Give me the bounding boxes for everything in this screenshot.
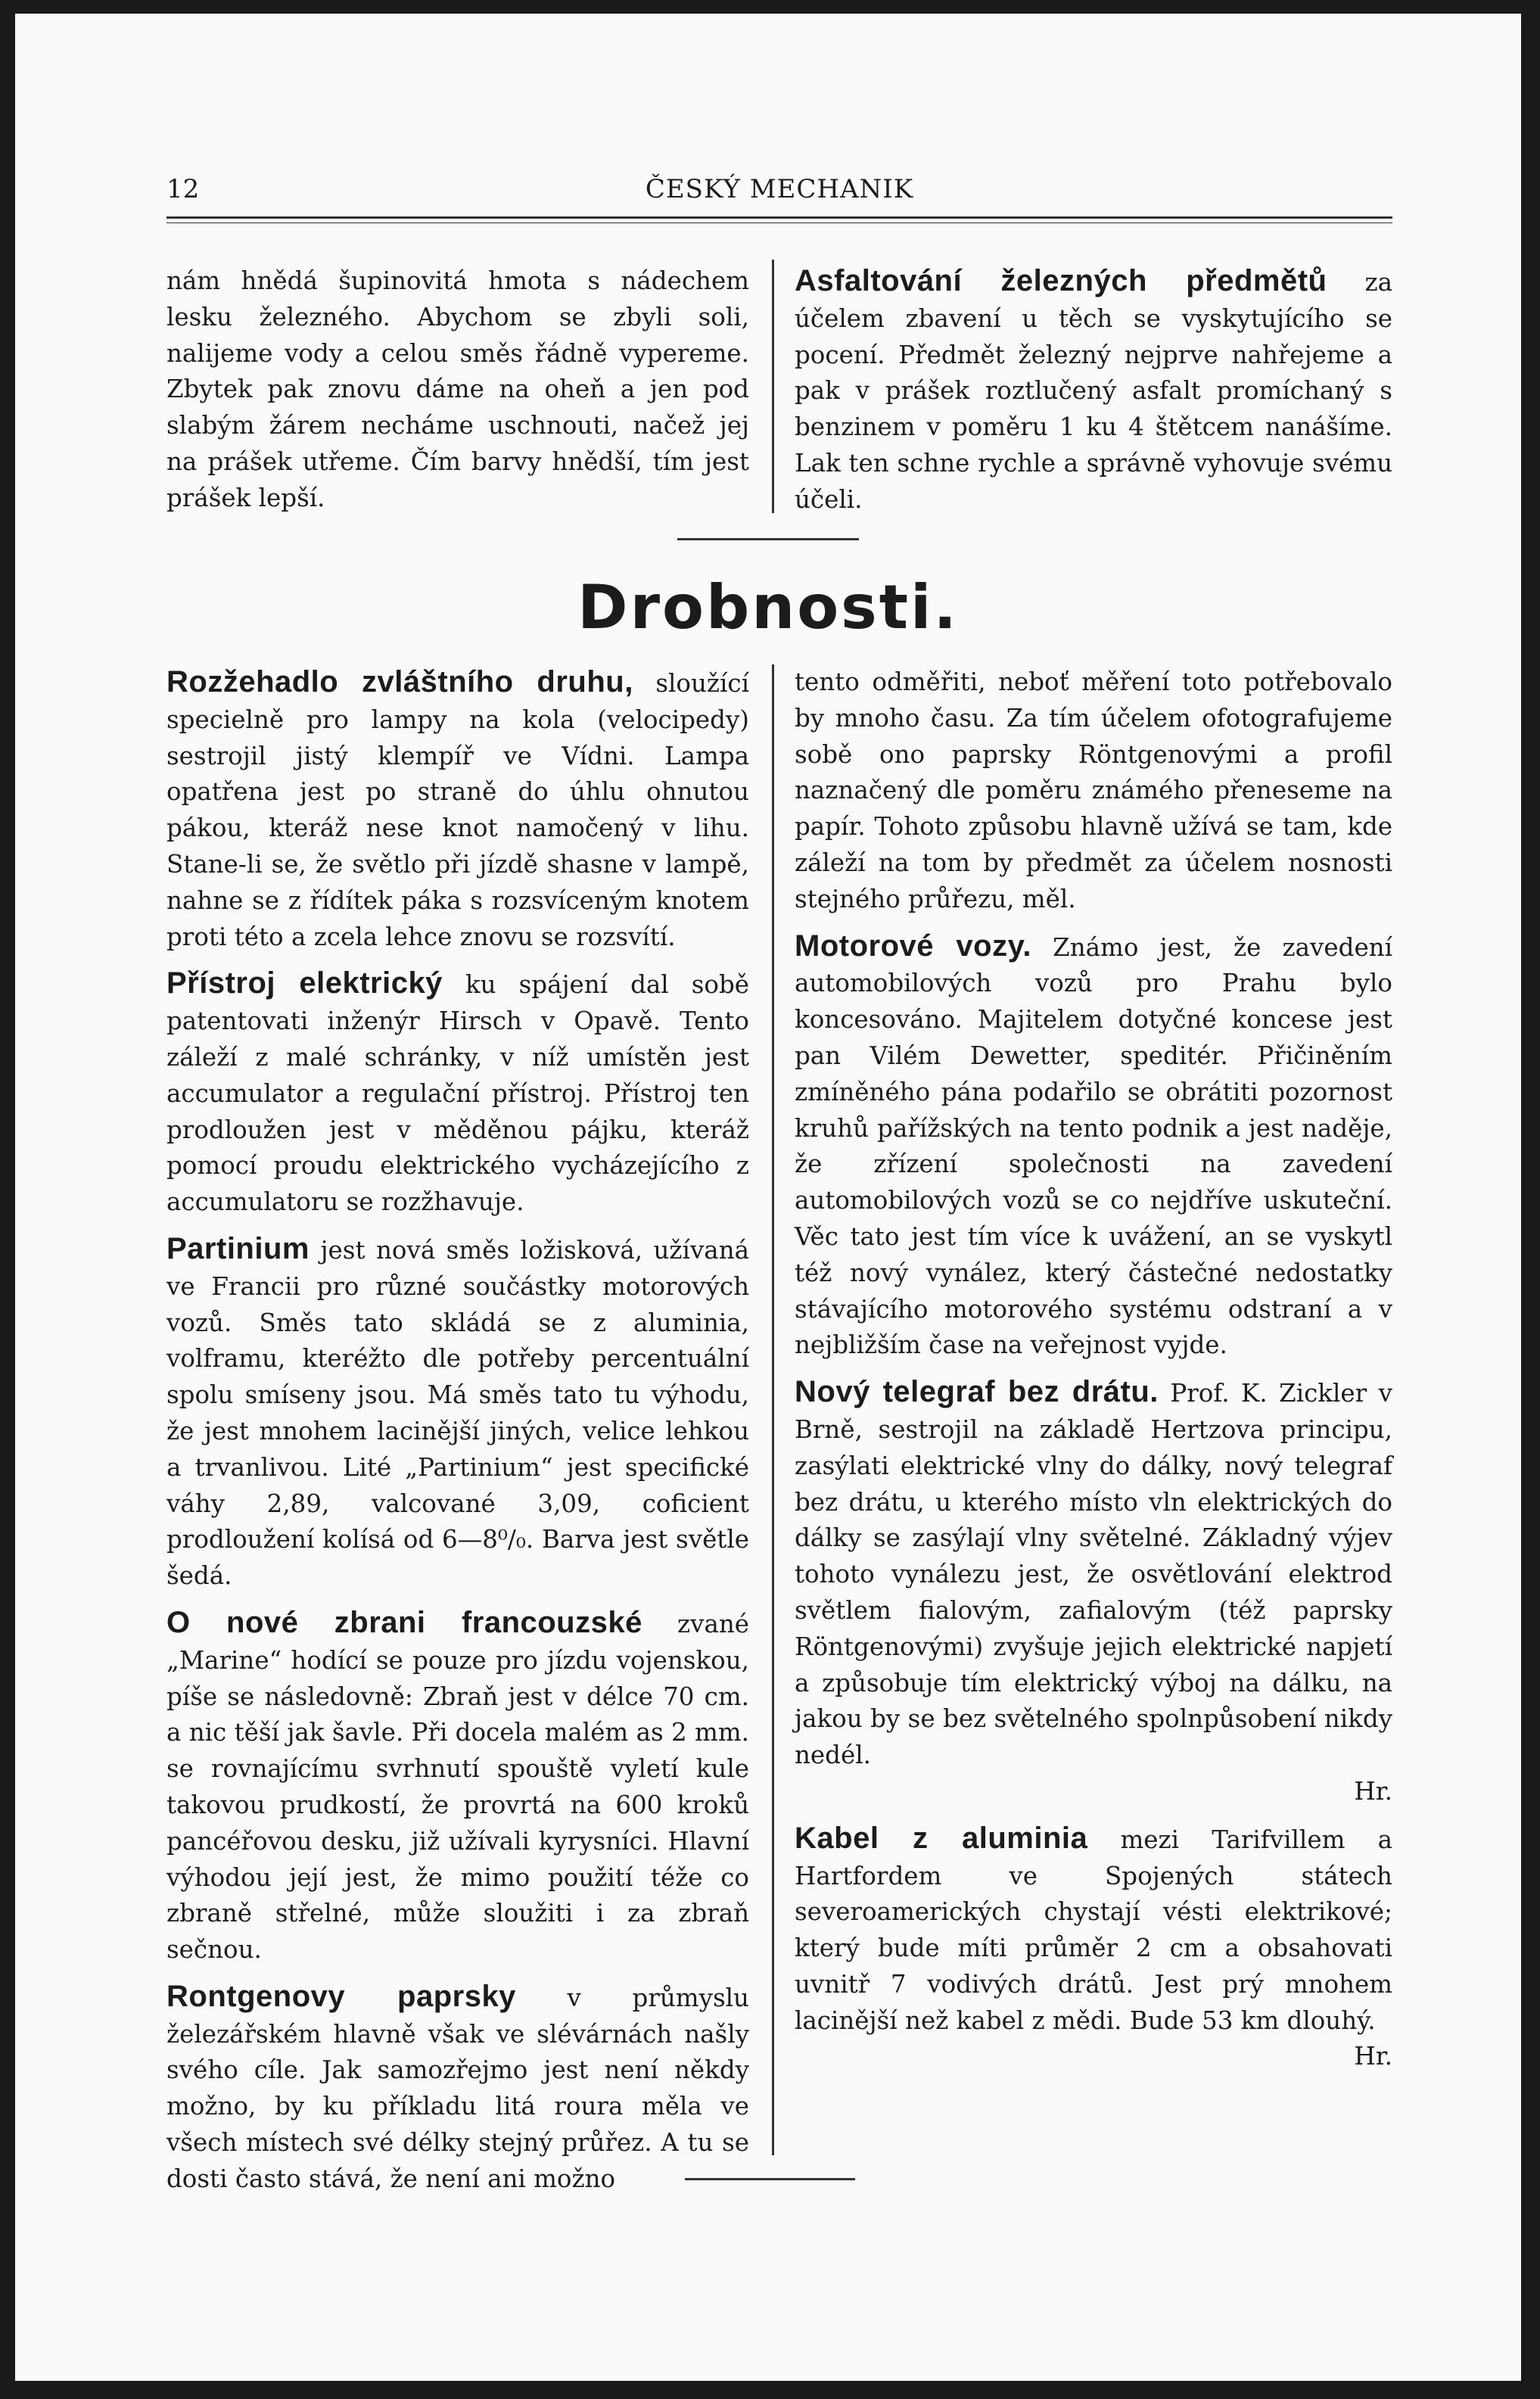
- article-signature: Hr.: [1354, 2042, 1392, 2071]
- right-column: [795, 664, 1392, 2075]
- article-heading: Partinium: [166, 1231, 310, 1265]
- article-heading: Přístroj elektrický: [166, 966, 443, 1000]
- top-column-divider: [772, 260, 774, 513]
- running-title: ČESKÝ MECHANIK: [645, 174, 914, 204]
- article-heading: Rontgenovy paprsky: [166, 1979, 516, 2013]
- article-body: ku spájení dal sobě patentovati inženýr Hirsch v Opavě. Tento záleží z malé schránky, v níž umístěn jest accumulator a regulační přístroj. Přístroj ten prodloužen jest v měděnou pájku, kteráž pomocí proudu elektrického vycházejícího z accumulatoru se rozžhavuje.: [166, 970, 749, 1217]
- section-rule-top: [677, 538, 859, 540]
- page: [15, 14, 1521, 2381]
- page-number: 12: [166, 174, 200, 204]
- article-body: zvané „Marine“ hodící se pouze pro jízdu vojenskou, píše se následovně: Zbraň jest v délce 70 cm. a nic těší jak šavle. Při docela malém as 2 mm. se rovnajícímu svrhnutí spouště vyletí kule takovou prudkostí, že provrtá na 600 kroků pancéřovou desku, již užívali kyrysníci. Hlavní výhodou její jest, že mimo použití téže co zbraně střelné, může sloužiti i za zbraň sečnou.: [166, 1609, 749, 1965]
- section-rule-bottom: [685, 2178, 855, 2180]
- left-column-article: [166, 1231, 749, 1595]
- left-column-article: [166, 664, 749, 955]
- article-heading: Nový telegraf bez drátu.: [795, 1375, 1159, 1409]
- article-heading: O nové zbrani francouzské: [166, 1605, 642, 1639]
- left-column-article: [166, 1605, 749, 1968]
- section-title: Drobnosti.: [577, 572, 959, 643]
- left-column-article: [166, 966, 749, 1221]
- article-signature: Hr.: [1354, 1776, 1392, 1806]
- page-header: [166, 165, 1392, 218]
- article-body: jest nová směs ložisková, užívaná ve Francii pro různé součástky motorových vozů. Směs tato skládá se z aluminia, volframu, kteréžto dle potřeby percentuální spolu smíseny jsou. Má směs tato tu výhodu, že jest mnohem lacinější jiných, velice lehkou a trvanlivou. Lité „Partinium“ jest specifické váhy 2,89, valcované 3,09, coficient prodloužení kolísá od 6—8⁰/₀. Barva jest světle šedá.: [166, 1235, 749, 1591]
- article-body: tento odměřiti, neboť měření toto potřebovalo by mnoho času. Za tím účelem ofotografujeme sobě ono paprsky Röntgenovými a profil naznačený dle poměru známého přeneseme na papír. Tohoto způsobu hlavně užívá se tam, kde záleží na tom by předmět za účelem nosnosti stejného průřezu, měl.: [795, 667, 1392, 913]
- article-heading: Rozžehadlo zvláštního druhu,: [166, 665, 633, 699]
- article-heading: Motorové vozy.: [795, 929, 1031, 963]
- right-column-article: [795, 1821, 1392, 2076]
- header-rule: [166, 216, 1392, 223]
- top-left-text: [166, 263, 749, 517]
- article-body: v průmyslu železářském hlavně však ve slévárnách našly svého cíle. Jak samozřejmo jest není někdy možno, by ku příkladu litá roura měla ve všech místech své délky stejný průřez. A tu se dosti často stává, že není ani možno: [166, 1983, 749, 2193]
- right-column-article: [795, 664, 1392, 918]
- right-column-article: [795, 929, 1392, 1364]
- top-right-body: za účelem zbavení u těch se vyskytujícího se pocení. Předmět železný nejprve nahřejeme a pak v prášek roztlučený asfalt promíchaný s benzinem v poměru 1 ku 4 štětcem nanášíme. Lak ten schne rychle a správně vyhovuje svému účeli.: [795, 268, 1392, 514]
- left-column: [166, 664, 749, 2198]
- right-column-article: [795, 1374, 1392, 1810]
- top-left-paragraph: nám hnědá šupinovitá hmota s nádechem lesku železného. Abychom se zbyli soli, nalijeme vody a celou směs řádně vypereme. Zbytek pak znovu dáme na oheň a jen pod slabým žárem necháme uschnouti, načež jej na prášek utřeme. Čím barvy hnědší, tím jest prášek lepší.: [166, 266, 749, 512]
- top-right-paragraph: [795, 263, 1392, 518]
- top-right-text: [795, 263, 1392, 518]
- article-body: mezi Tarifvillem a Hartfordem ve Spojených státech severoamerických chystají vésti elektrikové; který bude míti průměr 2 cm a obsahovati uvnitř 7 vodivých drátů. Jest prý mnohem lacinější než kabel z mědi. Bude 53 km dlouhý.: [795, 1825, 1392, 2035]
- article-body: Známo jest, že zavedení automobilových vozů pro Prahu bylo koncesováno. Majitelem dotyčné koncese jest pan Vilém Dewetter, speditér. Přičiněním zmíněného pána podařilo se obrátiti pozornost kruhů pařížských na tento podnik a jest naděje, že zřízení společnosti na zavedení automobilových vozů se co nejdříve uskuteční. Věc tato jest tím více k uvážení, an se vyskytl též nový vynález, který částečné nedostatky stávajícího motorového systému odstraní a v nejbližším čase na veřejnost vyjde.: [795, 932, 1393, 1360]
- top-right-heading: Asfaltování železných předmětů: [795, 264, 1327, 297]
- main-column-divider: [772, 664, 774, 2155]
- left-column-article: [166, 1979, 749, 2198]
- article-body: sloužící specielně pro lampy na kola (velocipedy) sestrojil jistý klempíř ve Vídni. Lampa opatřena jest po straně do úhlu ohnutou pákou, kteráž nese knot namočený v lihu. Stane-li se, že světlo při jízdě shasne v lampě, nahne se z řídítek páka s rozsvíceným knotem proti této a zcela lehce znovu se rozsvítí.: [166, 669, 750, 951]
- article-body: Prof. K. Zickler v Brně, sestrojil na základě Hertzova principu, zasýlati elektrické vlny do dálky, nový telegraf bez drátu, u kterého místo vln elektrických do dálky se zasýlají vlny světelné. Základný výjev tohoto vynálezu jest, že osvětlování elektrod světlem fialovým, zafialovým (též paprsky Röntgenovými) zvyšuje jejich elektrické napjetí a způsobuje tím elektrický výboj na dálku, na jakou by se bez světelného spolnpůsobení nikdy nedél.: [795, 1379, 1392, 1770]
- article-heading: Kabel z aluminia: [795, 1821, 1088, 1855]
